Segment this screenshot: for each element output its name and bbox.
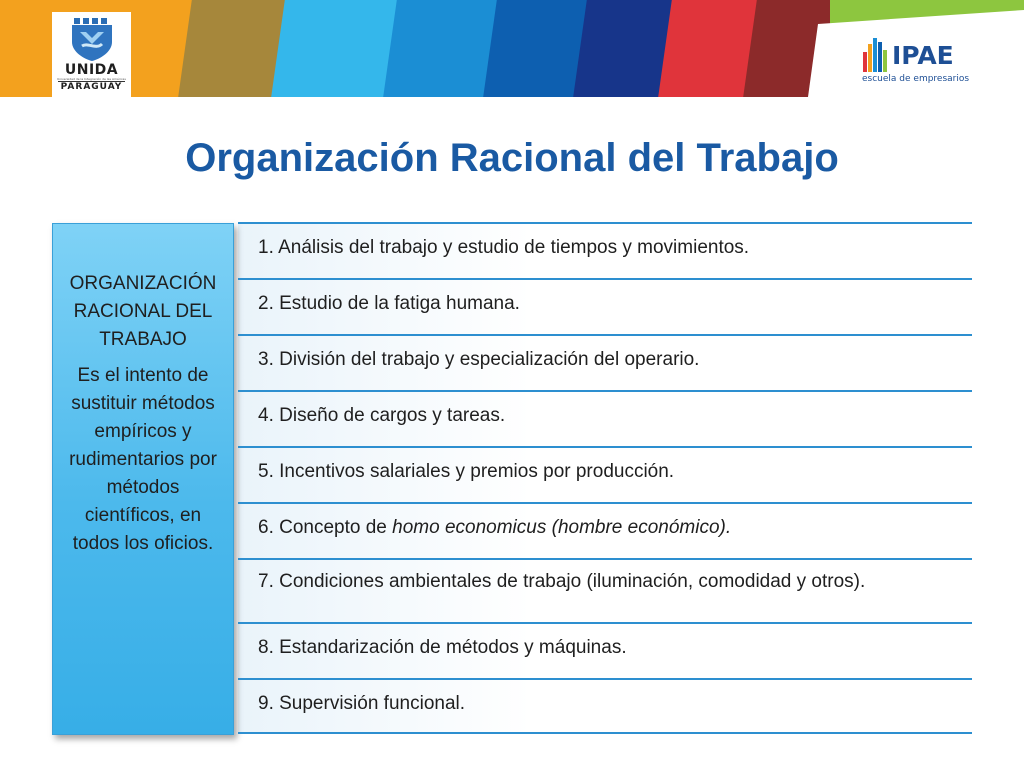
definition-box — [52, 223, 234, 735]
unida-logo — [52, 12, 131, 97]
list-item: 7. Condiciones ambientales de trabajo (iluminación, comodidad y otros). — [238, 558, 972, 622]
definition-text: Es el intento de sustituir métodos empíricos y rudimentarios por métodos científicos, en todos los oficios. — [69, 365, 217, 554]
list-item: 9. Supervisión funcional. — [238, 678, 972, 734]
list-item: 8. Estandarización de métodos y máquinas. — [238, 622, 972, 678]
list-item: 3. División del trabajo y especialización del operario. — [238, 334, 972, 390]
unida-name: UNIDA — [64, 62, 119, 78]
ipae-bars-icon — [862, 34, 890, 78]
slide-title: Organización Racional del Trabajo — [185, 136, 839, 180]
header-banner — [0, 0, 1024, 97]
ipae-name: IPAE — [892, 41, 954, 70]
unida-country: PARAGUAY — [58, 81, 125, 92]
ipae-logo — [862, 34, 972, 84]
definition-heading: ORGANIZACIÓN RACIONAL DEL TRABAJO — [69, 273, 217, 350]
list-item-italic-text: homo economicus (hombre económico). — [392, 517, 732, 538]
ipae-tagline: escuela de empresarios — [862, 74, 970, 84]
list-item: 1. Análisis del trabajo y estudio de tiempos y movimientos. — [238, 222, 972, 278]
list-item: 5. Incentivos salariales y premios por producción. — [238, 446, 972, 502]
list-item — [238, 502, 972, 558]
list-item: 4. Diseño de cargos y tareas. — [238, 390, 972, 446]
list-item: 2. Estudio de la fatiga humana. — [238, 278, 972, 334]
principles-list — [238, 222, 972, 734]
unida-shield-icon — [68, 16, 116, 62]
list-item-text: 6. Concepto de — [258, 517, 393, 538]
unida-subtitle: Universidad de la Integración de las Américas — [57, 77, 126, 81]
